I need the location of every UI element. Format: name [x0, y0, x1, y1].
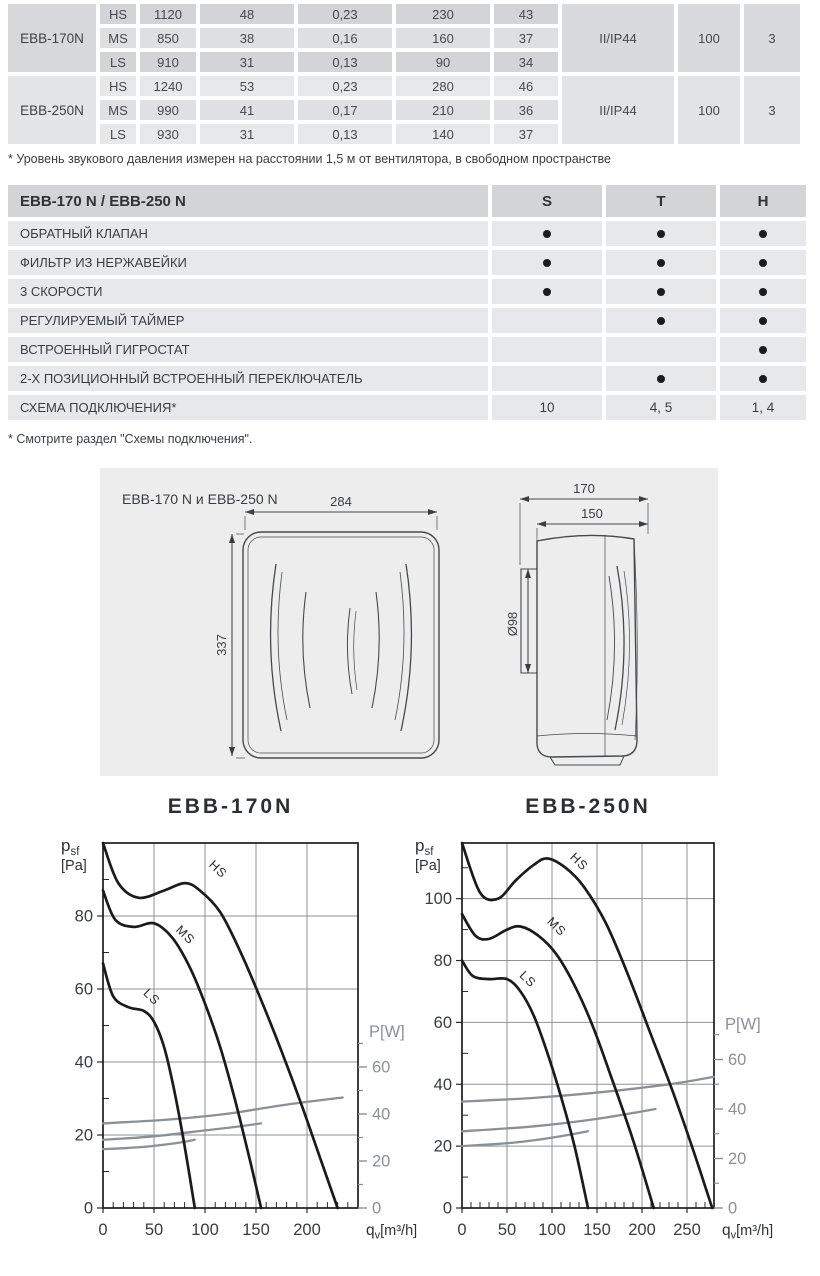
feature-label: СХЕМА ПОДКЛЮЧЕНИЯ*: [8, 395, 488, 420]
spec-cell: 230: [396, 4, 490, 24]
x-axis-tick-label: 150: [583, 1221, 611, 1239]
spec-cell: 1240: [140, 76, 196, 96]
chart-title-ebb-170n: EBB-170N: [167, 795, 294, 818]
x-axis-label: $q_v[m^3/h]$: [722, 1222, 774, 1242]
spec-table: [4, 0, 804, 148]
spec-cell: 0,13: [298, 124, 392, 144]
curve-label-MS: MS: [544, 914, 569, 939]
x-axis-tick-label: 100: [191, 1221, 219, 1239]
feature-label: ОБРАТНЫЙ КЛАПАН: [8, 221, 488, 246]
speed-cell: HS: [100, 4, 136, 24]
spec-cell: 910: [140, 52, 196, 72]
spec-cell: 0,23: [298, 4, 392, 24]
feature-dot: [759, 230, 767, 238]
speed-cell: LS: [100, 52, 136, 72]
power-curve-LS-power: [462, 1131, 588, 1146]
curve-label-HS: HS: [206, 857, 230, 882]
feature-value-cell: [720, 250, 806, 275]
power-axis-label: P[W]: [369, 1022, 405, 1041]
feature-label: ФИЛЬТР ИЗ НЕРЖАВЕЙКИ: [8, 250, 488, 275]
spec-cell: 100: [678, 76, 740, 144]
spec-cell: 34: [494, 52, 558, 72]
power-axis-tick-label: 0: [728, 1199, 738, 1218]
spec-cell: 160: [396, 28, 490, 48]
feature-dot: [759, 317, 767, 325]
table-row: [8, 4, 800, 24]
performance-chart-ebb-170n: [58, 826, 458, 1274]
features-header-row: [8, 185, 806, 217]
feature-value-cell: [492, 337, 602, 362]
feature-dot: [759, 375, 767, 383]
model-cell: EBB-170N: [8, 4, 96, 72]
spec-cell: II/IP44: [562, 4, 674, 72]
power-axis-tick-label: 0: [372, 1199, 382, 1218]
feature-value-cell: 4, 5: [606, 395, 716, 420]
y-axis-tick-label: 20: [74, 1126, 93, 1145]
spec-cell: 41: [200, 100, 294, 120]
table-row: [8, 76, 800, 96]
feature-value-cell: [492, 221, 602, 246]
y-axis-tick-label: 60: [433, 1013, 452, 1032]
spec-cell: 36: [494, 100, 558, 120]
y-axis-tick-label: 40: [74, 1053, 93, 1072]
y-axis-tick-label: 100: [424, 890, 452, 909]
feature-value-cell: [720, 279, 806, 304]
svg-text:337: 337: [214, 634, 229, 656]
feature-dot: [657, 288, 665, 296]
power-axis-tick-label: 40: [728, 1100, 747, 1119]
drawing-title: EBB-170 N и EBB-250 N: [122, 491, 278, 507]
spec-cell: 38: [200, 28, 294, 48]
feature-value-cell: [720, 308, 806, 333]
feature-dot: [657, 375, 665, 383]
feature-dot: [543, 259, 551, 267]
feature-value-cell: [492, 308, 602, 333]
y-axis-tick-label: 80: [433, 952, 452, 971]
curve-label-LS: LS: [516, 968, 539, 991]
spec-cell: 990: [140, 100, 196, 120]
feature-label: 3 СКОРОСТИ: [8, 279, 488, 304]
speed-cell: HS: [100, 76, 136, 96]
spec-cell: 0,17: [298, 100, 392, 120]
features-table: [4, 181, 810, 424]
spec-cell: 46: [494, 76, 558, 96]
y-axis-tick-label: 20: [433, 1137, 452, 1156]
x-axis-label: $q_v[m^3/h]$: [366, 1222, 418, 1242]
x-axis-tick-label: 50: [144, 1221, 164, 1239]
feature-dot: [543, 230, 551, 238]
feature-value-cell: [606, 366, 716, 391]
power-curve-LS-power: [103, 1140, 195, 1149]
y-axis-label: $p_{sf}$: [415, 836, 434, 858]
feature-value-cell: [606, 250, 716, 275]
model-cell: EBB-250N: [8, 76, 96, 144]
spec-cell: 43: [494, 4, 558, 24]
x-axis-tick-label: 50: [497, 1221, 517, 1239]
dimension-drawing: [100, 468, 718, 776]
x-axis-tick-label: 250: [673, 1221, 701, 1239]
spec-cell: 1120: [140, 4, 196, 24]
x-axis-tick-label: 200: [293, 1221, 321, 1239]
spec-cell: 0,16: [298, 28, 392, 48]
speed-cell: MS: [100, 28, 136, 48]
curve-label-HS: HS: [567, 850, 591, 874]
feature-dot: [657, 230, 665, 238]
spec-cell: 37: [494, 124, 558, 144]
svg-text:170: 170: [573, 481, 595, 496]
spec-cell: 0,13: [298, 52, 392, 72]
feature-value-cell: [492, 279, 602, 304]
x-axis-tick-label: 0: [98, 1221, 108, 1239]
feature-value-cell: [720, 221, 806, 246]
feature-value-cell: [720, 366, 806, 391]
svg-text:150: 150: [581, 506, 603, 521]
feature-dot: [759, 346, 767, 354]
feature-value-cell: [492, 250, 602, 275]
y-axis-tick-label: 0: [442, 1199, 452, 1218]
spec-cell: 31: [200, 124, 294, 144]
x-axis-tick-label: 150: [242, 1221, 270, 1239]
table-row: [8, 395, 806, 420]
feature-value-cell: [606, 337, 716, 362]
svg-text:284: 284: [330, 494, 352, 509]
spec-cell: II/IP44: [562, 76, 674, 144]
spec-cell: 930: [140, 124, 196, 144]
feature-value-cell: [720, 337, 806, 362]
power-axis-tick-label: 40: [372, 1105, 391, 1124]
spec-cell: 210: [396, 100, 490, 120]
power-axis-label: P[W]: [725, 1015, 761, 1034]
table-row: [8, 337, 806, 362]
curve-label-LS: LS: [140, 986, 163, 1009]
spec-cell: 48: [200, 4, 294, 24]
spec-cell: 3: [744, 4, 800, 72]
table-row: [8, 308, 806, 333]
features-column-header: S: [492, 185, 602, 217]
pressure-curve-HS: [462, 843, 712, 1208]
features-title: EBB-170 N / EBB-250 N: [8, 185, 488, 217]
table-row: [8, 366, 806, 391]
feature-value-cell: [606, 279, 716, 304]
pressure-curve-MS: [462, 914, 654, 1208]
feature-value-cell: [606, 308, 716, 333]
y-axis-tick-label: 40: [433, 1075, 452, 1094]
feature-dot: [657, 317, 665, 325]
feature-value-cell: 10: [492, 395, 602, 420]
footnote-sound-level: * Уровень звукового давления измерен на расстоянии 1,5 м от вентилятора, в свободном пространстве: [8, 152, 611, 166]
performance-chart-ebb-250n: [412, 826, 820, 1274]
speed-cell: MS: [100, 100, 136, 120]
curve-label-MS: MS: [173, 922, 198, 948]
pressure-curve-HS: [103, 843, 338, 1208]
y-axis-unit: [Pa]: [415, 858, 441, 874]
footnote-wiring-schemes: * Смотрите раздел "Схемы подключения".: [8, 432, 253, 446]
table-row: [8, 250, 806, 275]
feature-value-cell: 1, 4: [720, 395, 806, 420]
y-axis-label: $p_{sf}$: [61, 836, 80, 858]
spec-cell: 31: [200, 52, 294, 72]
power-axis-tick-label: 60: [728, 1051, 747, 1070]
spec-cell: 90: [396, 52, 490, 72]
feature-dot: [759, 259, 767, 267]
table-row: [8, 221, 806, 246]
power-axis-tick-label: 20: [372, 1152, 391, 1171]
feature-label: 2-Х ПОЗИЦИОННЫЙ ВСТРОЕННЫЙ ПЕРЕКЛЮЧАТЕЛЬ: [8, 366, 488, 391]
features-table-section: [4, 181, 810, 424]
spec-cell: 280: [396, 76, 490, 96]
spec-cell: 100: [678, 4, 740, 72]
svg-text:Ø98: Ø98: [505, 611, 520, 637]
x-axis-tick-label: 100: [538, 1221, 566, 1239]
spec-cell: 140: [396, 124, 490, 144]
power-axis-tick-label: 60: [372, 1058, 391, 1077]
features-column-header: T: [606, 185, 716, 217]
spec-cell: 850: [140, 28, 196, 48]
chart-title-ebb-250n: EBB-250N: [525, 795, 651, 818]
power-axis-tick-label: 20: [728, 1150, 747, 1169]
y-axis-tick-label: 60: [74, 980, 93, 999]
feature-label: ВСТРОЕННЫЙ ГИГРОСТАТ: [8, 337, 488, 362]
table-row: [8, 279, 806, 304]
x-axis-tick-label: 0: [457, 1221, 467, 1239]
feature-dot: [543, 288, 551, 296]
feature-label: РЕГУЛИРУЕМЫЙ ТАЙМЕР: [8, 308, 488, 333]
spec-table-section: [4, 0, 804, 148]
drawing-panel-background: [100, 468, 718, 776]
feature-value-cell: [492, 366, 602, 391]
feature-dot: [759, 288, 767, 296]
x-axis-tick-label: 200: [628, 1221, 656, 1239]
spec-cell: 37: [494, 28, 558, 48]
y-axis-unit: [Pa]: [61, 858, 87, 874]
feature-value-cell: [606, 221, 716, 246]
y-axis-tick-label: 80: [74, 907, 93, 926]
spec-cell: 0,23: [298, 76, 392, 96]
features-column-header: H: [720, 185, 806, 217]
spec-cell: 53: [200, 76, 294, 96]
spec-cell: 3: [744, 76, 800, 144]
speed-cell: LS: [100, 124, 136, 144]
feature-dot: [657, 259, 665, 267]
y-axis-tick-label: 0: [83, 1199, 93, 1218]
